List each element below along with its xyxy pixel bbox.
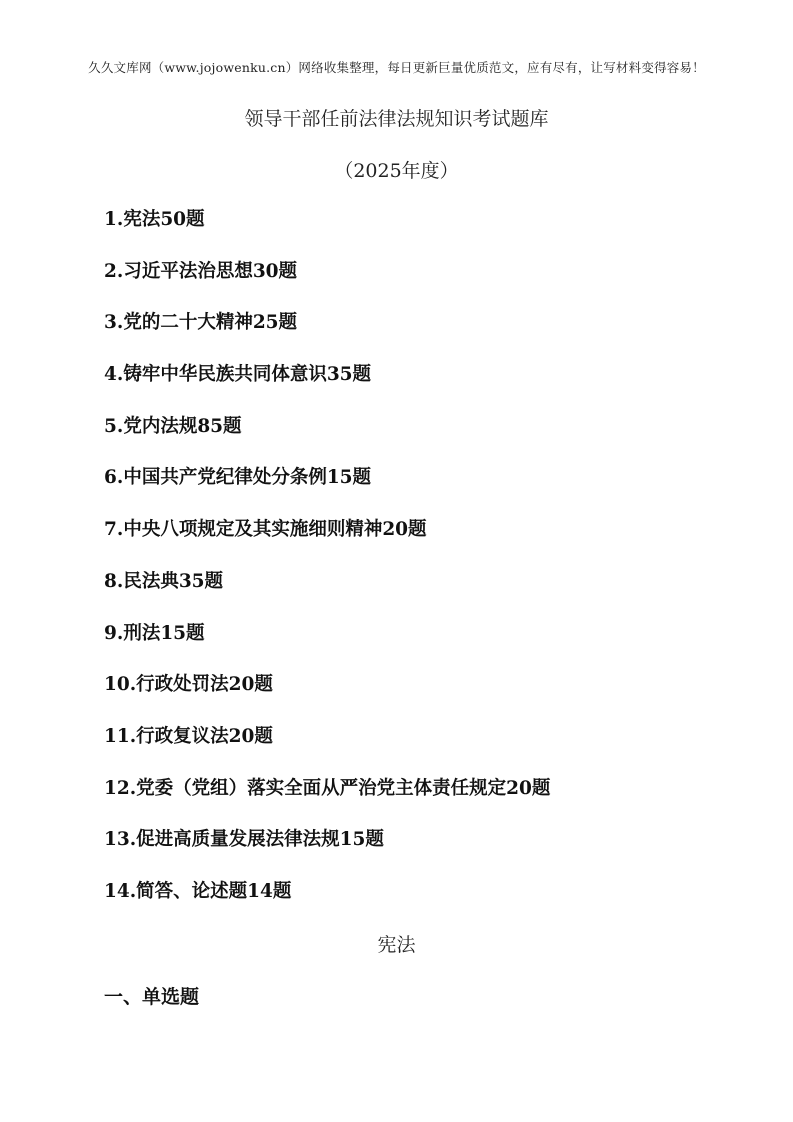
table-of-contents (104, 207, 550, 931)
toc-item-5: 5.党内法规85题 (104, 415, 242, 437)
document-year: （2025年度） (334, 160, 459, 182)
header-note: 久久文库网（www.jojowenku.cn）网络收集整理，每日更新巨量优质范文，应有尽有，让写材料变得容易！ (88, 60, 705, 75)
toc-item-12: 12.党委（党组）落实全面从严治党主体责任规定20题 (104, 777, 551, 799)
toc-item-13: 13.促进高质量发展法律法规15题 (104, 829, 384, 851)
toc-item-14: 14.简答、论述题14题 (104, 880, 292, 902)
toc-item-3: 3.党的二十大精神25题 (104, 312, 298, 334)
document-title: 领导干部任前法律法规知识考试题库 (244, 108, 549, 130)
toc-item-1: 1.宪法50题 (104, 209, 205, 230)
toc-item-4: 4.铸牢中华民族共同体意识35题 (104, 364, 372, 386)
subsection-title: 一、单选题 (104, 986, 200, 1008)
toc-item-10: 10.行政处罚法20题 (104, 674, 273, 696)
toc-item-2: 2.习近平法治思想30题 (104, 260, 298, 282)
toc-item-9: 9.刑法15题 (104, 622, 205, 644)
section-title: 宪法 (377, 934, 416, 956)
toc-item-7: 7.中央八项规定及其实施细则精神20题 (104, 519, 427, 541)
toc-item-6: 6.中国共产党纪律处分条例15题 (104, 467, 372, 489)
toc-item-11: 11.行政复议法20题 (104, 725, 273, 747)
toc-item-8: 8.民法典35题 (104, 570, 224, 592)
